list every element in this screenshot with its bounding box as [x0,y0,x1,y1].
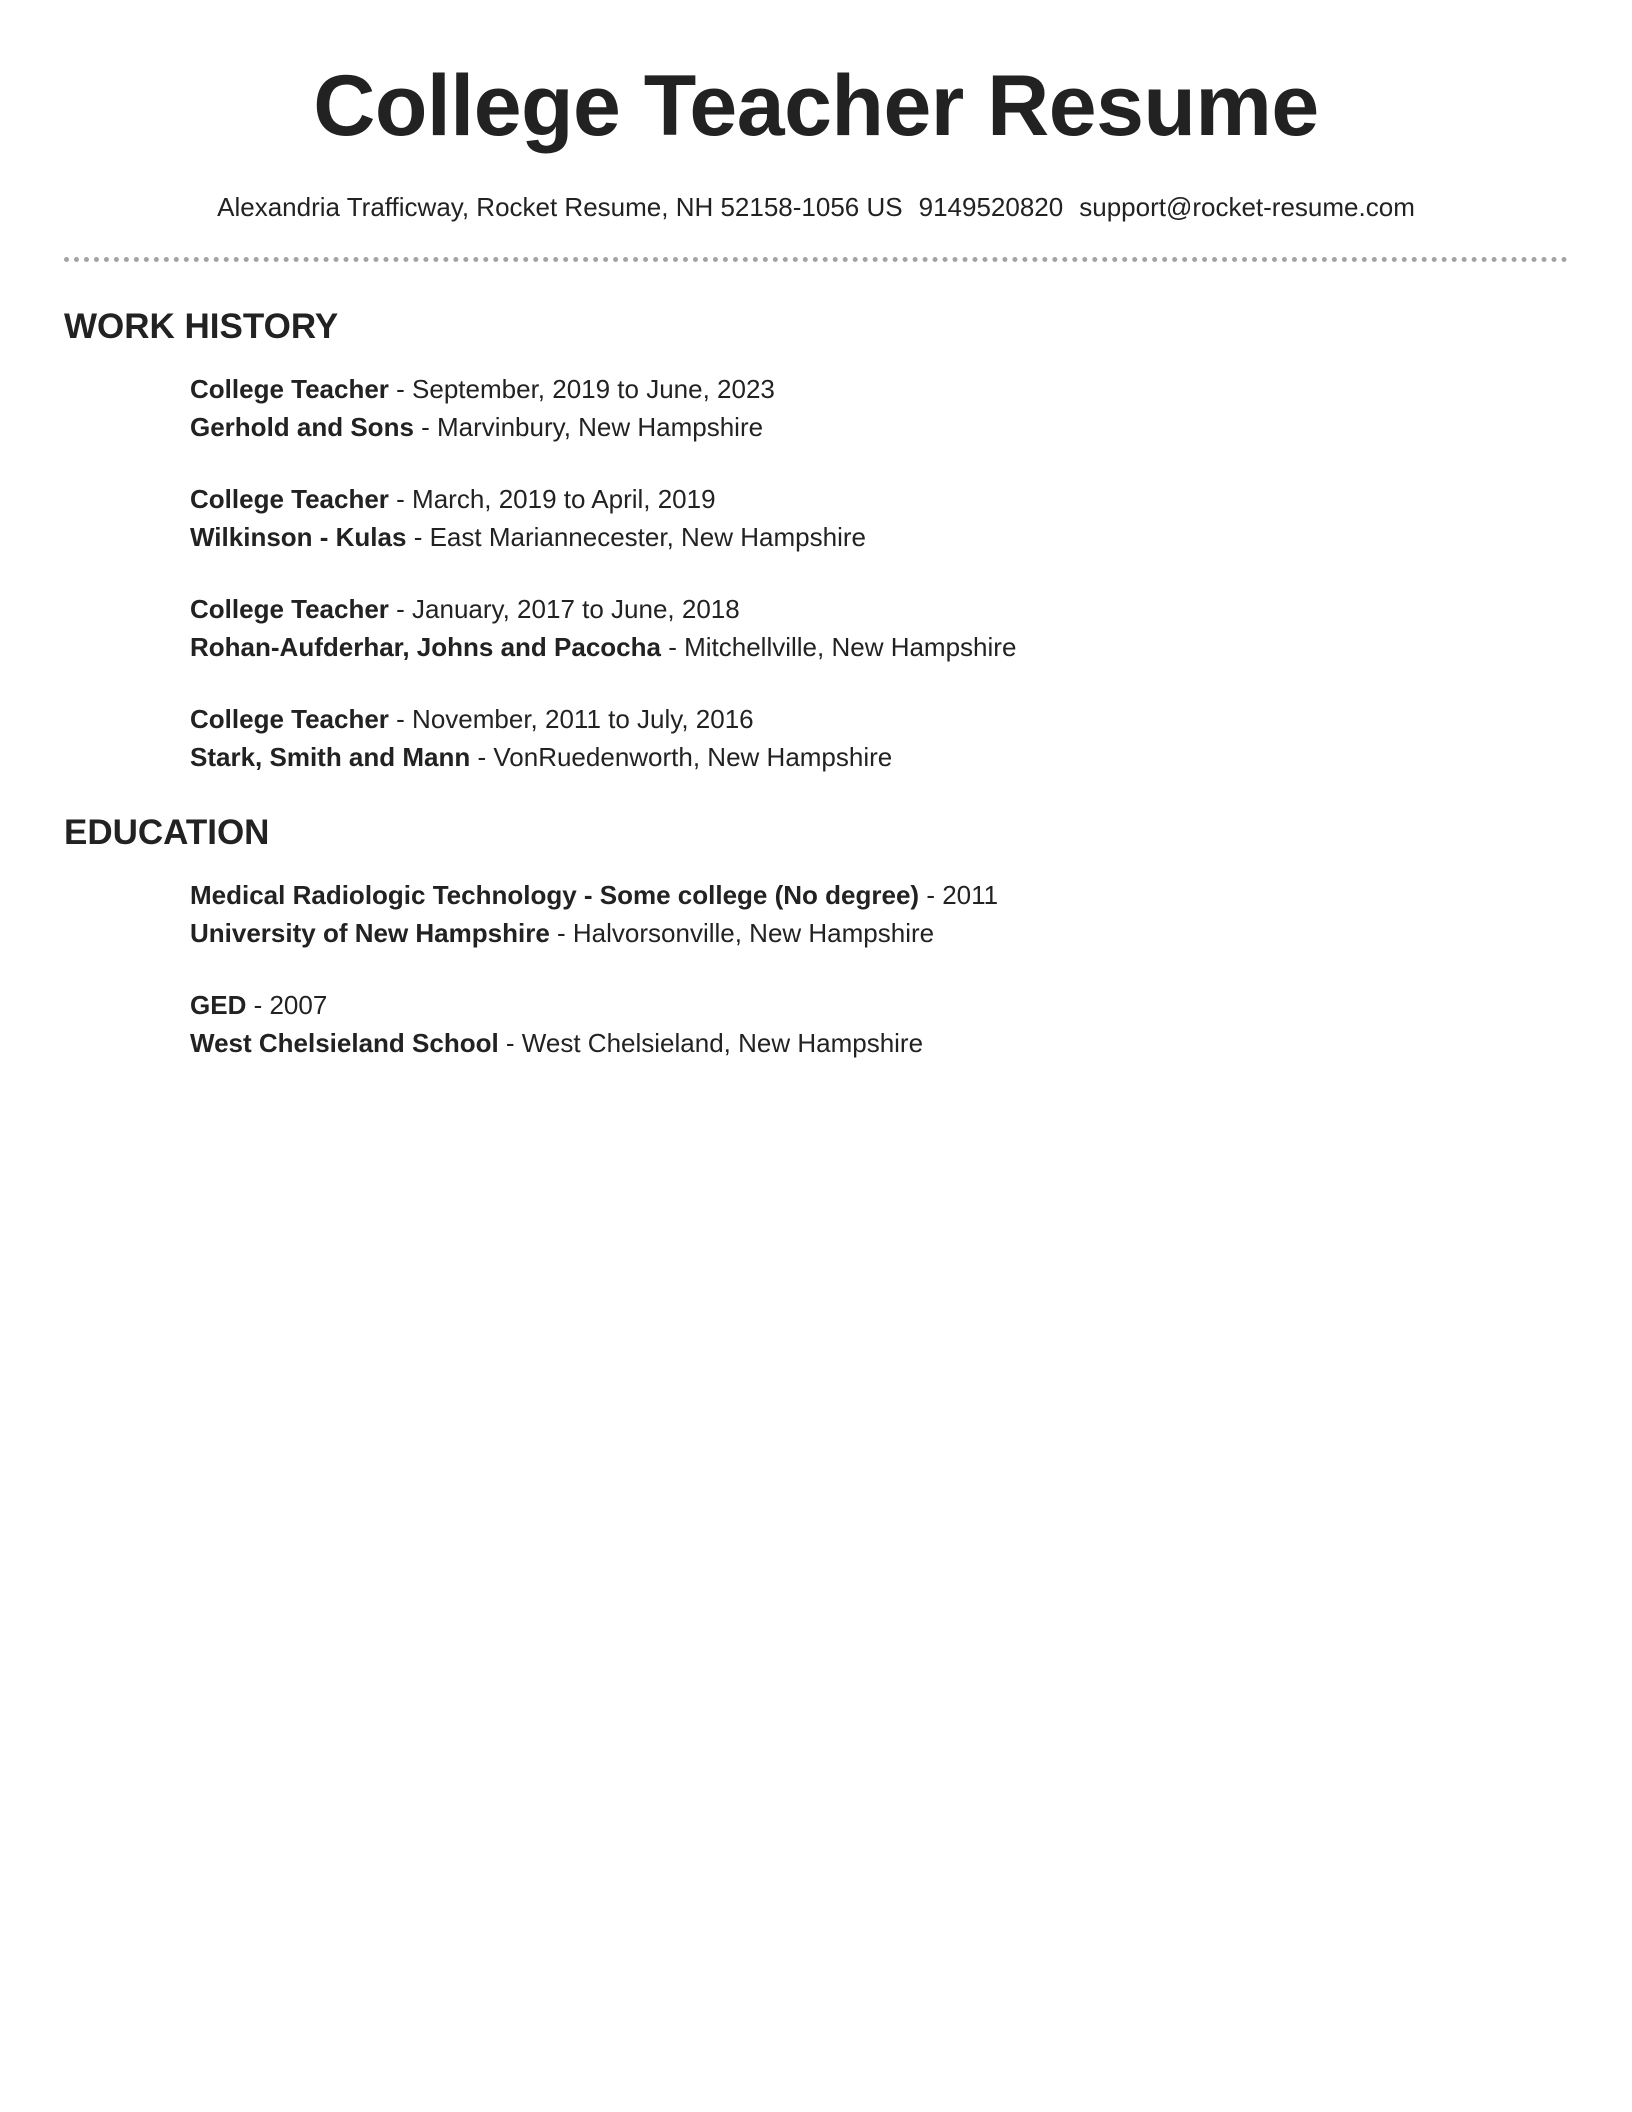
school-location: - West Chelsieland, New Hampshire [498,1028,924,1058]
work-entry-line-2 [190,628,1568,666]
education-entry [190,876,1568,952]
resume-page [64,0,1568,1062]
education-entry-line-1 [190,876,1568,914]
employer-name: Rohan-Aufderhar, Johns and Pacocha [190,632,661,662]
contact-address: Alexandria Trafficway, Rocket Resume, NH 52158-1056 US [217,192,903,222]
work-entry-line-1 [190,370,1568,408]
job-dates: - January, 2017 to June, 2018 [388,594,740,624]
work-history-list [190,370,1568,776]
employer-name: Wilkinson - Kulas [190,522,407,552]
work-entry [190,700,1568,776]
resume-title: College Teacher Resume [313,58,1319,154]
employer-location: - Marvinbury, New Hampshire [413,412,764,442]
education-entry-line-2 [190,1024,1568,1062]
employer-location: - Mitchellville, New Hampshire [660,632,1017,662]
education-entry [190,986,1568,1062]
work-entry-line-2 [190,408,1568,446]
contact-line [64,190,1568,224]
job-title: College Teacher [190,374,389,404]
employer-location: - VonRuedenworth, New Hampshire [470,742,893,772]
employer-name: Stark, Smith and Mann [190,742,471,772]
work-entry-line-1 [190,700,1568,738]
contact-phone: 9149520820 [918,192,1064,222]
school-name: University of New Hampshire [190,918,550,948]
job-title: College Teacher [190,484,389,514]
education-entry-line-1 [190,986,1568,1024]
work-entry [190,590,1568,666]
work-entry-line-2 [190,738,1568,776]
work-entry [190,480,1568,556]
graduation-year: - 2007 [246,990,328,1020]
school-location: - Halvorsonville, New Hampshire [549,918,935,948]
school-name: West Chelsieland School [190,1028,499,1058]
header-divider [64,257,1568,262]
job-dates: - March, 2019 to April, 2019 [388,484,716,514]
education-list [190,876,1568,1062]
work-entry [190,370,1568,446]
degree-name: Medical Radiologic Technology - Some college (No degree) [190,880,920,910]
education-entry-line-2 [190,914,1568,952]
job-dates: - September, 2019 to June, 2023 [388,374,775,404]
graduation-year: - 2011 [919,880,999,910]
work-entry-line-1 [190,590,1568,628]
work-entry-line-1 [190,480,1568,518]
contact-email: support@rocket-resume.com [1079,192,1415,222]
job-dates: - November, 2011 to July, 2016 [388,704,754,734]
work-entry-line-2 [190,518,1568,556]
work-history-heading: WORK HISTORY [64,307,339,346]
job-title: College Teacher [190,594,389,624]
employer-name: Gerhold and Sons [190,412,414,442]
job-title: College Teacher [190,704,389,734]
education-heading: EDUCATION [64,813,270,852]
degree-name: GED [190,990,247,1020]
employer-location: - East Mariannecester, New Hampshire [406,522,866,552]
